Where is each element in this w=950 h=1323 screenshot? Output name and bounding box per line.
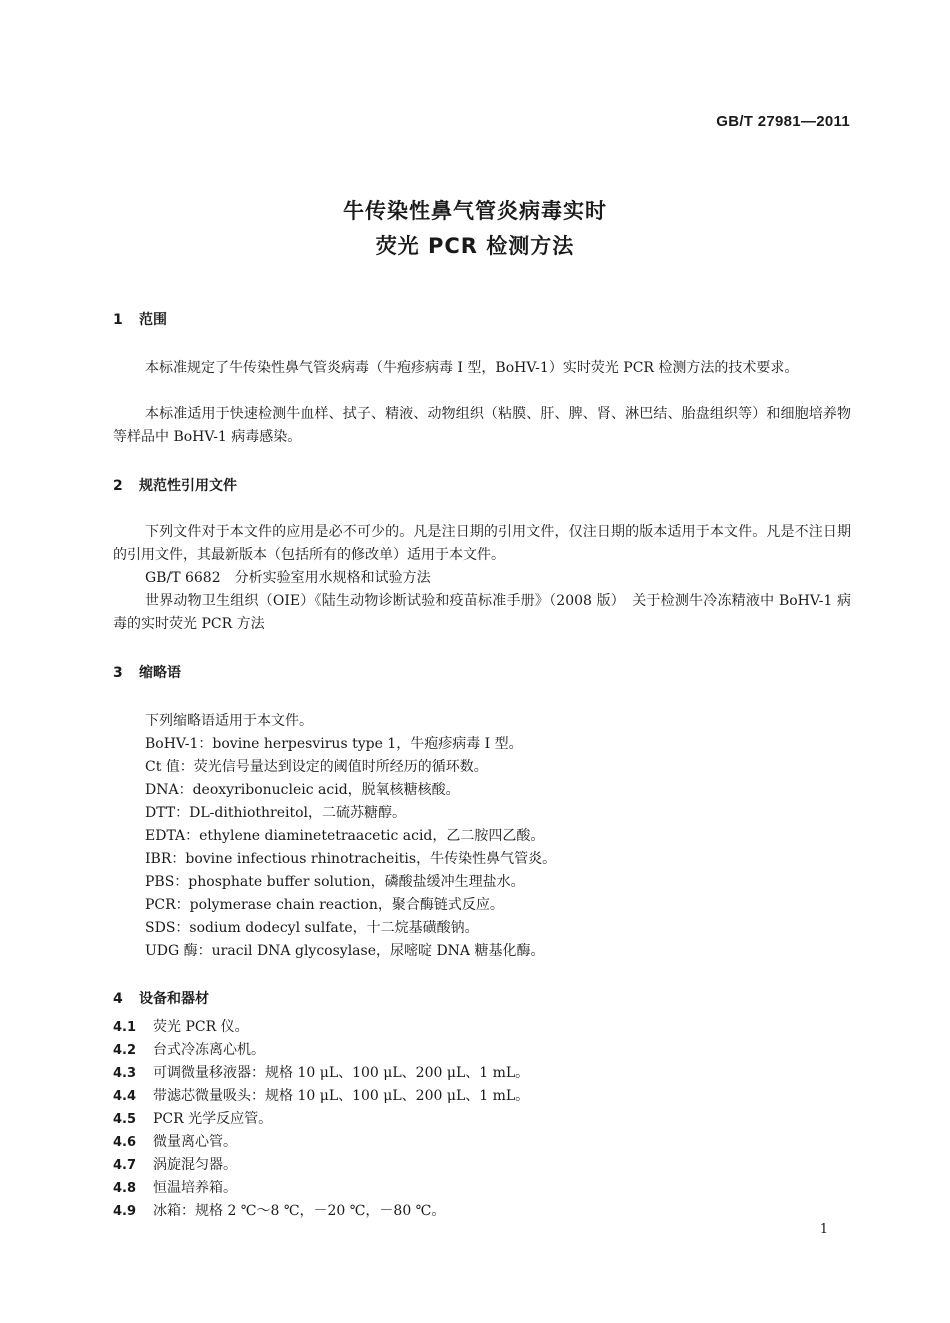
item-text: PCR 光学反应管。 — [153, 1111, 273, 1127]
abbreviation-item: BoHV-1：bovine herpesvirus type 1，牛疱疹病毒 I 型。 — [145, 736, 523, 752]
section-number: 4 — [113, 991, 123, 1007]
item-number: 4.7 — [113, 1158, 137, 1173]
equipment-item — [113, 1177, 237, 1197]
section-3-heading — [113, 662, 181, 682]
item-text: 涡旋混匀器。 — [153, 1157, 237, 1173]
section-title: 设备和器材 — [139, 991, 209, 1007]
item-number: 4.9 — [113, 1204, 137, 1219]
equipment-item — [113, 1154, 237, 1174]
item-text: 恒温培养箱。 — [153, 1180, 237, 1196]
section-2-paragraph-1: 下列文件对于本文件的应用是必不可少的。凡是注日期的引用文件，仅注日期的版本适用于本文件。凡是不注日期的引用文件，其最新版本（包括所有的修改单）适用于本文件。 — [113, 524, 851, 563]
item-number: 4.3 — [113, 1066, 137, 1081]
item-number: 4.1 — [113, 1020, 137, 1035]
equipment-item — [113, 1085, 529, 1105]
abbreviation-item: PBS：phosphate buffer solution，磷酸盐缓冲生理盐水。 — [145, 874, 525, 890]
item-text: 台式冷冻离心机。 — [153, 1042, 265, 1058]
section-number: 3 — [113, 665, 123, 681]
section-title: 规范性引用文件 — [139, 478, 237, 494]
section-number: 2 — [113, 478, 123, 494]
section-title: 缩略语 — [139, 665, 181, 681]
document-title-line1: 牛传染性鼻气管炎病毒实时 — [343, 199, 607, 223]
abbreviation-item: DTT：DL-dithiothreitol，二硫苏糖醇。 — [145, 805, 407, 821]
section-1-paragraph-2: 本标准适用于快速检测牛血样、拭子、精液、动物组织（粘膜、肝、脾、肾、淋巴结、胎盘组织等）和细胞培养物等样品中 BoHV-1 病毒感染。 — [113, 406, 851, 445]
item-text: 带滤芯微量吸头：规格 10 μL、100 μL、200 μL、1 mL。 — [153, 1088, 530, 1104]
section-title: 范围 — [139, 312, 167, 328]
equipment-item — [113, 1131, 237, 1151]
page-number: 1 — [819, 1222, 828, 1237]
equipment-item — [113, 1039, 265, 1059]
item-number: 4.8 — [113, 1181, 137, 1196]
standard-number: GB/T 27981—2011 — [716, 113, 850, 130]
item-text: 冰箱：规格 2 ℃～8 ℃，－20 ℃，－80 ℃。 — [153, 1203, 446, 1219]
item-number: 4.5 — [113, 1112, 137, 1127]
equipment-item — [113, 1016, 249, 1036]
abbreviation-item: IBR：bovine infectious rhinotracheitis，牛传染性鼻气管炎。 — [145, 851, 557, 867]
abbreviation-item: UDG 酶：uracil DNA glycosylase，尿嘧啶 DNA 糖基化酶。 — [145, 943, 545, 959]
item-number: 4.2 — [113, 1043, 137, 1058]
section-1-heading — [113, 309, 167, 329]
item-text: 微量离心管。 — [153, 1134, 237, 1150]
reference-1: GB/T 6682 分析实验室用水规格和试验方法 — [145, 570, 431, 586]
abbreviation-item: EDTA：ethylene diaminetetraacetic acid，乙二胺四乙酸。 — [145, 828, 545, 844]
section-2-heading — [113, 475, 237, 495]
section-4-heading — [113, 988, 209, 1008]
abbreviation-item: Ct 值：荧光信号量达到设定的阈值时所经历的循环数。 — [145, 759, 488, 775]
reference-2: 世界动物卫生组织（OIE）《陆生动物诊断试验和疫苗标准手册》（2008 版） 关于检测牛冷冻精液中 BoHV-1 病毒的实时荧光 PCR 方法 — [113, 593, 851, 632]
abbreviations-intro: 下列缩略语适用于本文件。 — [145, 713, 313, 729]
abbreviation-item: DNA：deoxyribonucleic acid，脱氧核糖核酸。 — [145, 782, 460, 798]
equipment-item — [113, 1108, 272, 1128]
item-number: 4.6 — [113, 1135, 137, 1150]
item-text: 荧光 PCR 仪。 — [153, 1019, 249, 1035]
abbreviation-item: SDS：sodium dodecyl sulfate，十二烷基磺酸钠。 — [145, 920, 479, 936]
document-title-line2: 荧光 PCR 检测方法 — [375, 234, 575, 258]
equipment-item — [113, 1200, 445, 1220]
abbreviation-item: PCR：polymerase chain reaction，聚合酶链式反应。 — [145, 897, 504, 913]
section-1-paragraph-1: 本标准规定了牛传染性鼻气管炎病毒（牛疱疹病毒 I 型，BoHV-1）实时荧光 PCR 检测方法的技术要求。 — [145, 360, 799, 376]
item-number: 4.4 — [113, 1089, 137, 1104]
item-text: 可调微量移液器：规格 10 μL、100 μL、200 μL、1 mL。 — [153, 1065, 530, 1081]
section-number: 1 — [113, 312, 123, 328]
equipment-item — [113, 1062, 529, 1082]
